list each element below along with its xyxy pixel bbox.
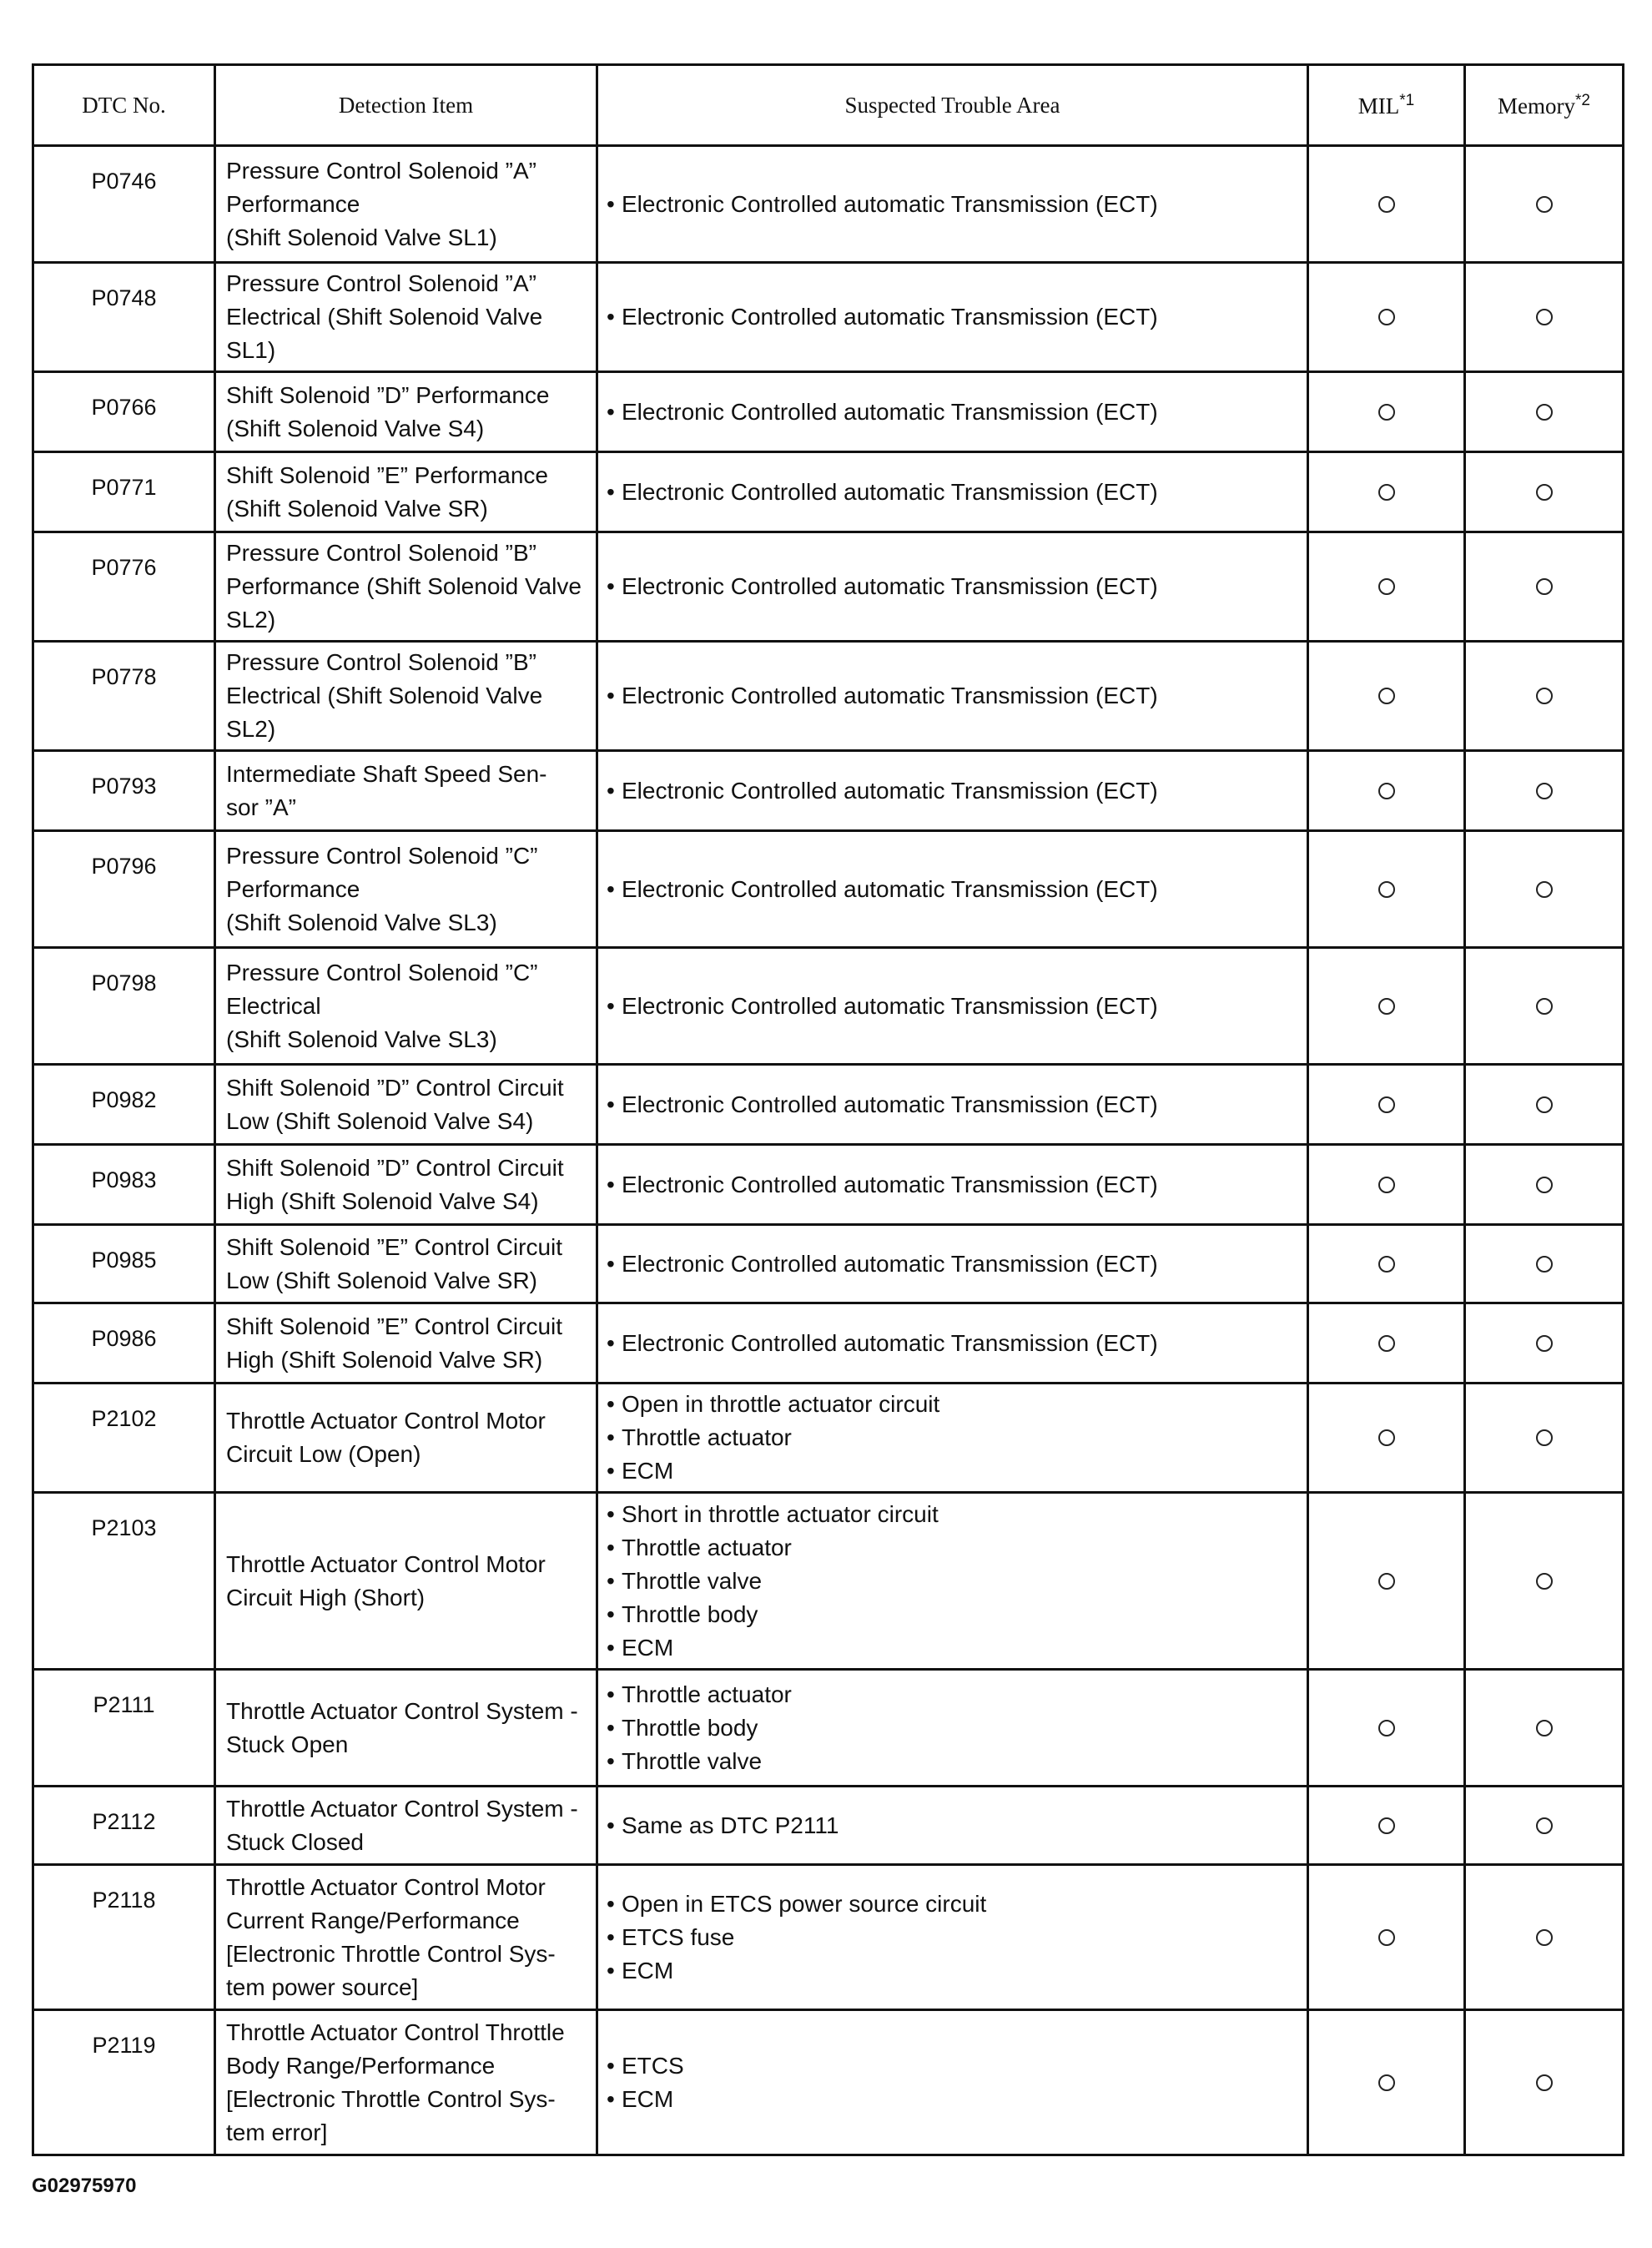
memory-circle-icon [1536, 404, 1553, 421]
table-row [33, 1065, 1624, 1145]
memory-cell [1465, 948, 1624, 1065]
memory-circle-icon [1536, 2074, 1553, 2091]
area-list-item: • ETCS fuse [607, 1921, 1300, 1954]
table-body [33, 146, 1624, 2155]
mil-cell [1308, 532, 1465, 642]
area-list [607, 1168, 1300, 1202]
area-list-item: • Electronic Controlled automatic Transmission (ECT) [607, 476, 1300, 509]
dtc-code: P2102 [33, 1384, 215, 1493]
detection-item: Shift Solenoid ”D” Performance (Shift Solenoid Valve S4) [215, 372, 597, 452]
suspected-area [597, 642, 1308, 751]
table-row [33, 1225, 1624, 1303]
dtc-code: P2119 [33, 2010, 215, 2155]
mil-circle-icon [1378, 578, 1395, 595]
dtc-code: P0776 [33, 532, 215, 642]
memory-circle-icon [1536, 196, 1553, 213]
table-row [33, 1787, 1624, 1865]
table-row [33, 452, 1624, 532]
suspected-area [597, 1065, 1308, 1145]
header-detection-item: Detection Item [215, 65, 597, 146]
dtc-code: P0748 [33, 263, 215, 372]
memory-circle-icon [1536, 1096, 1553, 1113]
detection-item: Throttle Actuator Control Motor Current Range/Performance [Electronic Throttle Control Sys- tem power source] [215, 1865, 597, 2010]
table-row [33, 2010, 1624, 2155]
memory-cell [1465, 146, 1624, 263]
detection-item: Pressure Control Solenoid ”A” Electrical (Shift Solenoid Valve SL1) [215, 263, 597, 372]
area-list-item: • Throttle valve [607, 1745, 1300, 1778]
area-list-item: • Electronic Controlled automatic Transmission (ECT) [607, 188, 1300, 221]
memory-circle-icon [1536, 998, 1553, 1015]
area-list-item: • Electronic Controlled automatic Transmission (ECT) [607, 873, 1300, 906]
memory-circle-icon [1536, 309, 1553, 325]
suspected-area [597, 948, 1308, 1065]
area-list-item: • Electronic Controlled automatic Transmission (ECT) [607, 990, 1300, 1023]
header-mil: MIL$^{*1}$ [1308, 65, 1465, 146]
area-list [607, 1809, 1300, 1842]
suspected-area [597, 1493, 1308, 1670]
mil-circle-icon [1378, 404, 1395, 421]
detection-item: Pressure Control Solenoid ”B” Performance (Shift Solenoid Valve SL2) [215, 532, 597, 642]
mil-cell [1308, 1787, 1465, 1865]
suspected-area [597, 1865, 1308, 2010]
detection-item: Throttle Actuator Control Motor Circuit High (Short) [215, 1493, 597, 1670]
suspected-area [597, 372, 1308, 452]
dtc-code: P0796 [33, 831, 215, 948]
table-row [33, 1670, 1624, 1787]
table-row [33, 1145, 1624, 1225]
mil-cell [1308, 2010, 1465, 2155]
suspected-area [597, 1384, 1308, 1493]
mil-circle-icon [1378, 1720, 1395, 1736]
area-list-item: • Throttle valve [607, 1565, 1300, 1598]
table-row [33, 372, 1624, 452]
area-list [607, 1888, 1300, 1988]
mil-cell [1308, 1384, 1465, 1493]
mil-circle-icon [1378, 484, 1395, 501]
dtc-code: P0778 [33, 642, 215, 751]
memory-circle-icon [1536, 881, 1553, 898]
suspected-area [597, 831, 1308, 948]
mil-circle-icon [1378, 309, 1395, 325]
suspected-area [597, 751, 1308, 831]
area-list [607, 873, 1300, 906]
table-row [33, 532, 1624, 642]
memory-circle-icon [1536, 1256, 1553, 1273]
area-list-item: • Throttle body [607, 1711, 1300, 1745]
suspected-area [597, 2010, 1308, 2155]
area-list-item: • ECM [607, 1631, 1300, 1665]
mil-circle-icon [1378, 196, 1395, 213]
dtc-code: P0982 [33, 1065, 215, 1145]
memory-cell [1465, 1787, 1624, 1865]
area-list-item: • Electronic Controlled automatic Transmission (ECT) [607, 679, 1300, 713]
suspected-area [597, 146, 1308, 263]
dtc-code: P2111 [33, 1670, 215, 1787]
table-row [33, 1865, 1624, 2010]
memory-circle-icon [1536, 1335, 1553, 1352]
area-list-item: • Electronic Controlled automatic Transmission (ECT) [607, 570, 1300, 603]
table-row [33, 263, 1624, 372]
area-list [607, 774, 1300, 808]
mil-circle-icon [1378, 1096, 1395, 1113]
memory-cell [1465, 831, 1624, 948]
area-list-item: • Electronic Controlled automatic Transmission (ECT) [607, 1088, 1300, 1121]
dtc-code: P2112 [33, 1787, 215, 1865]
dtc-code: P0766 [33, 372, 215, 452]
detection-item: Intermediate Shaft Speed Sen- sor ”A” [215, 751, 597, 831]
memory-circle-icon [1536, 1429, 1553, 1446]
suspected-area [597, 1787, 1308, 1865]
mil-cell [1308, 1225, 1465, 1303]
area-list [607, 1088, 1300, 1121]
memory-circle-icon [1536, 1929, 1553, 1946]
mil-circle-icon [1378, 881, 1395, 898]
area-list-item: • Same as DTC P2111 [607, 1809, 1300, 1842]
memory-circle-icon [1536, 783, 1553, 799]
mil-cell [1308, 642, 1465, 751]
memory-cell [1465, 2010, 1624, 2155]
mil-circle-icon [1378, 1429, 1395, 1446]
area-list [607, 990, 1300, 1023]
memory-cell [1465, 532, 1624, 642]
mil-cell [1308, 452, 1465, 532]
dtc-code: P0746 [33, 146, 215, 263]
area-list [607, 1498, 1300, 1665]
area-list [607, 300, 1300, 334]
suspected-area [597, 1225, 1308, 1303]
mil-cell [1308, 1670, 1465, 1787]
detection-item: Throttle Actuator Control Motor Circuit Low (Open) [215, 1384, 597, 1493]
table-row [33, 1303, 1624, 1384]
area-list-item: • Electronic Controlled automatic Transmission (ECT) [607, 396, 1300, 429]
area-list-item: • ECM [607, 1454, 1300, 1488]
suspected-area [597, 1303, 1308, 1384]
area-list-item: • ETCS [607, 2049, 1300, 2083]
table-row [33, 948, 1624, 1065]
mil-circle-icon [1378, 1929, 1395, 1946]
mil-cell [1308, 831, 1465, 948]
memory-circle-icon [1536, 1817, 1553, 1834]
mil-cell [1308, 1145, 1465, 1225]
dtc-code: P0986 [33, 1303, 215, 1384]
memory-cell [1465, 1065, 1624, 1145]
mil-cell [1308, 146, 1465, 263]
area-list-item: • Open in ETCS power source circuit [607, 1888, 1300, 1921]
memory-cell [1465, 1225, 1624, 1303]
area-list [607, 1327, 1300, 1360]
mil-cell [1308, 1065, 1465, 1145]
dtc-code: P2118 [33, 1865, 215, 2010]
memory-circle-icon [1536, 688, 1553, 704]
area-list [607, 1247, 1300, 1281]
mil-circle-icon [1378, 2074, 1395, 2091]
area-list-item: • Electronic Controlled automatic Transmission (ECT) [607, 1327, 1300, 1360]
area-list-item: • Short in throttle actuator circuit [607, 1498, 1300, 1531]
area-list [607, 2049, 1300, 2116]
table-row [33, 146, 1624, 263]
memory-circle-icon [1536, 484, 1553, 501]
figure-id: G02975970 [32, 2175, 137, 2197]
mil-circle-icon [1378, 1177, 1395, 1193]
area-list-item: • Throttle body [607, 1598, 1300, 1631]
area-list [607, 476, 1300, 509]
mil-circle-icon [1378, 1817, 1395, 1834]
detection-item: Pressure Control Solenoid ”C” Electrical (Shift Solenoid Valve SL3) [215, 948, 597, 1065]
mil-cell [1308, 263, 1465, 372]
memory-cell [1465, 1145, 1624, 1225]
suspected-area [597, 532, 1308, 642]
memory-cell [1465, 751, 1624, 831]
area-list-item: • ECM [607, 2083, 1300, 2116]
mil-cell [1308, 372, 1465, 452]
detection-item: Throttle Actuator Control System - Stuck Open [215, 1670, 597, 1787]
memory-cell [1465, 1303, 1624, 1384]
mil-cell [1308, 1493, 1465, 1670]
memory-cell [1465, 642, 1624, 751]
mil-cell [1308, 1303, 1465, 1384]
mil-cell [1308, 948, 1465, 1065]
dtc-code: P0793 [33, 751, 215, 831]
dtc-code: P0985 [33, 1225, 215, 1303]
detection-item: Shift Solenoid ”D” Control Circuit Low (Shift Solenoid Valve S4) [215, 1065, 597, 1145]
memory-cell [1465, 1384, 1624, 1493]
mil-circle-icon [1378, 1573, 1395, 1590]
header-row [33, 65, 1624, 146]
detection-item: Shift Solenoid ”E” Control Circuit High (Shift Solenoid Valve SR) [215, 1303, 597, 1384]
area-list [607, 396, 1300, 429]
table-row [33, 1384, 1624, 1493]
dtc-code: P0771 [33, 452, 215, 532]
mil-circle-icon [1378, 1335, 1395, 1352]
area-list-item: • Throttle actuator [607, 1421, 1300, 1454]
memory-cell [1465, 263, 1624, 372]
area-list-item: • Throttle actuator [607, 1678, 1300, 1711]
suspected-area [597, 1145, 1308, 1225]
suspected-area [597, 263, 1308, 372]
mil-circle-icon [1378, 1256, 1395, 1273]
area-list [607, 570, 1300, 603]
header-dtc: DTC No. [33, 65, 215, 146]
mil-cell [1308, 751, 1465, 831]
suspected-area [597, 452, 1308, 532]
memory-cell [1465, 1865, 1624, 2010]
area-list-item: • Open in throttle actuator circuit [607, 1388, 1300, 1421]
area-list-item: • ECM [607, 1954, 1300, 1988]
table-row [33, 751, 1624, 831]
area-list-item: • Electronic Controlled automatic Transmission (ECT) [607, 1168, 1300, 1202]
memory-cell [1465, 1670, 1624, 1787]
memory-circle-icon [1536, 1573, 1553, 1590]
memory-cell [1465, 1493, 1624, 1670]
area-list [607, 679, 1300, 713]
detection-item: Pressure Control Solenoid ”A” Performance (Shift Solenoid Valve SL1) [215, 146, 597, 263]
memory-circle-icon [1536, 578, 1553, 595]
memory-cell [1465, 372, 1624, 452]
mil-cell [1308, 1865, 1465, 2010]
table-row [33, 642, 1624, 751]
area-list-item: • Electronic Controlled automatic Transmission (ECT) [607, 1247, 1300, 1281]
suspected-area [597, 1670, 1308, 1787]
area-list-item: • Throttle actuator [607, 1531, 1300, 1565]
area-list-item: • Electronic Controlled automatic Transmission (ECT) [607, 774, 1300, 808]
dtc-table [32, 63, 1624, 2156]
area-list [607, 1678, 1300, 1778]
table-row [33, 1493, 1624, 1670]
mil-circle-icon [1378, 783, 1395, 799]
area-list [607, 1388, 1300, 1488]
dtc-code: P0798 [33, 948, 215, 1065]
memory-cell [1465, 452, 1624, 532]
detection-item: Pressure Control Solenoid ”C” Performance (Shift Solenoid Valve SL3) [215, 831, 597, 948]
dtc-code: P2103 [33, 1493, 215, 1670]
dtc-code: P0983 [33, 1145, 215, 1225]
detection-item: Pressure Control Solenoid ”B” Electrical (Shift Solenoid Valve SL2) [215, 642, 597, 751]
memory-circle-icon [1536, 1720, 1553, 1736]
header-suspected-area: Suspected Trouble Area [597, 65, 1308, 146]
detection-item: Shift Solenoid ”D” Control Circuit High (Shift Solenoid Valve S4) [215, 1145, 597, 1225]
detection-item: Throttle Actuator Control System - Stuck Closed [215, 1787, 597, 1865]
area-list-item: • Electronic Controlled automatic Transmission (ECT) [607, 300, 1300, 334]
memory-circle-icon [1536, 1177, 1553, 1193]
header-memory: Memory$^{*2}$ [1465, 65, 1624, 146]
detection-item: Shift Solenoid ”E” Control Circuit Low (Shift Solenoid Valve SR) [215, 1225, 597, 1303]
area-list [607, 188, 1300, 221]
table-row [33, 831, 1624, 948]
detection-item: Throttle Actuator Control Throttle Body Range/Performance [Electronic Throttle Control Sys- tem error] [215, 2010, 597, 2155]
mil-circle-icon [1378, 998, 1395, 1015]
detection-item: Shift Solenoid ”E” Performance (Shift Solenoid Valve SR) [215, 452, 597, 532]
mil-circle-icon [1378, 688, 1395, 704]
